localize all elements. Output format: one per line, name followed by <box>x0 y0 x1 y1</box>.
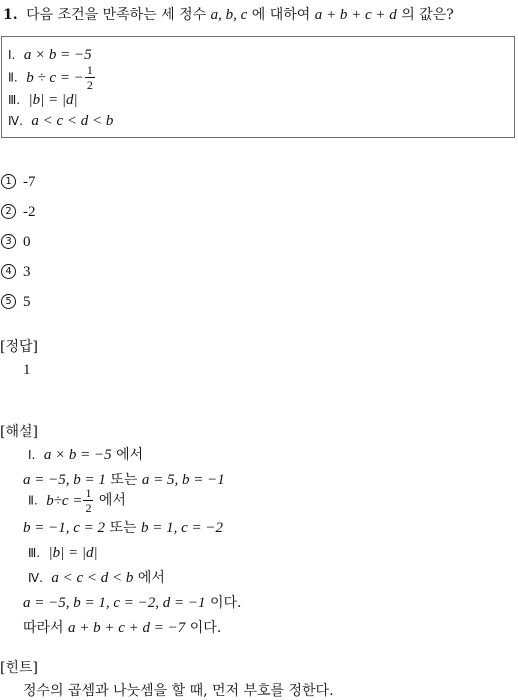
explanation-line-1-label: Ⅰ. <box>28 448 36 462</box>
choice-3-marker[interactable]: 3 <box>1 234 16 249</box>
question-text-after: 의 값은? <box>401 7 454 23</box>
explanation-line-3-expr: b÷c = <box>46 492 83 509</box>
question-number: 1. <box>3 7 18 23</box>
explanation-line-6 <box>28 571 165 586</box>
condition-1-label: Ⅰ. <box>8 48 16 62</box>
condition-4 <box>8 114 113 129</box>
explanation-line-6-label: Ⅳ. <box>28 571 43 585</box>
choice-3-value[interactable]: 0 <box>23 234 31 250</box>
hint-text: 정수의 곱셈과 나눗셈을 할 때, 먼저 부호를 정한다. <box>23 683 334 699</box>
choice-5-marker[interactable]: 5 <box>1 294 16 309</box>
explanation-line-2-b: a = 5, b = −1 <box>141 472 225 488</box>
explanation-line-2 <box>23 473 225 488</box>
condition-3-label: Ⅲ. <box>8 93 21 107</box>
hint-label: [힌트] <box>0 660 38 676</box>
explanation-line-8 <box>23 621 221 636</box>
explanation-line-7-suffix: 이다. <box>209 595 242 611</box>
condition-1-expr: a × b = −5 <box>23 47 92 63</box>
condition-4-label: Ⅳ. <box>8 114 23 128</box>
explanation-line-5-expr: |b| = |d| <box>48 545 98 561</box>
explanation-line-4-mid: 또는 <box>109 520 137 536</box>
choice-4-value[interactable]: 3 <box>23 264 31 280</box>
explanation-line-3-numerator: 1 <box>85 486 92 500</box>
explanation-line-1-suffix: 에서 <box>116 447 144 463</box>
answer-value: 1 <box>23 362 31 378</box>
explanation-line-3-suffix: 에서 <box>98 492 126 509</box>
explanation-line-8-suffix: 이다. <box>189 620 222 636</box>
explanation-line-1 <box>28 448 143 463</box>
choice-5-value[interactable]: 5 <box>23 294 31 310</box>
condition-2-denominator: 2 <box>86 78 93 92</box>
explanation-line-4-a: b = −1, c = 2 <box>23 520 106 536</box>
condition-2-fraction <box>85 64 95 91</box>
explanation-line-8-expr: a + b + c + d = −7 <box>68 620 186 636</box>
explanation-line-4 <box>23 521 223 536</box>
explanation-line-3-label: Ⅱ. <box>28 493 38 508</box>
condition-2-label: Ⅱ. <box>8 70 18 85</box>
condition-2-expr: b ÷ c = − <box>26 69 84 86</box>
choice-4-marker[interactable]: 4 <box>1 264 16 279</box>
explanation-line-5-label: Ⅲ. <box>28 546 41 560</box>
explanation-line-7 <box>23 596 241 611</box>
explanation-line-5 <box>28 546 98 561</box>
condition-3 <box>8 93 78 108</box>
condition-3-expr: |b| = |d| <box>28 92 78 108</box>
condition-2 <box>8 64 96 91</box>
explanation-line-3-denominator: 2 <box>85 501 92 515</box>
choice-1-marker[interactable]: 1 <box>1 174 16 189</box>
choice-1-value[interactable]: -7 <box>23 174 36 190</box>
explanation-line-4-b: b = 1, c = −2 <box>141 520 224 536</box>
condition-4-expr: a < c < d < b <box>31 113 114 129</box>
answer-label: [정답] <box>0 339 38 355</box>
condition-1 <box>8 48 92 63</box>
question-text-middle: 에 대하여 <box>251 7 311 23</box>
explanation-line-6-suffix: 에서 <box>137 570 165 586</box>
question-vars: a, b, c <box>210 7 248 23</box>
choice-2-value[interactable]: -2 <box>23 204 36 220</box>
choice-2-marker[interactable]: 2 <box>1 204 16 219</box>
explanation-line-1-expr: a × b = −5 <box>43 447 112 463</box>
explanation-line-8-prefix: 따라서 <box>23 620 64 636</box>
question-expression: a + b + c + d <box>314 7 397 23</box>
explanation-line-3 <box>28 487 126 514</box>
explanation-line-2-a: a = −5, b = 1 <box>23 472 106 488</box>
explanation-line-7-expr: a = −5, b = 1, c = −2, d = −1 <box>23 595 206 611</box>
explanation-line-3-fraction <box>83 487 93 514</box>
explanation-line-2-mid: 또는 <box>110 472 138 488</box>
explanation-line-6-expr: a < c < d < b <box>51 570 134 586</box>
question-stem <box>3 8 454 23</box>
question-text-before: 다음 조건을 만족하는 세 정수 <box>26 7 207 23</box>
condition-2-numerator: 1 <box>86 63 93 77</box>
explanation-label: [해설] <box>0 424 38 440</box>
